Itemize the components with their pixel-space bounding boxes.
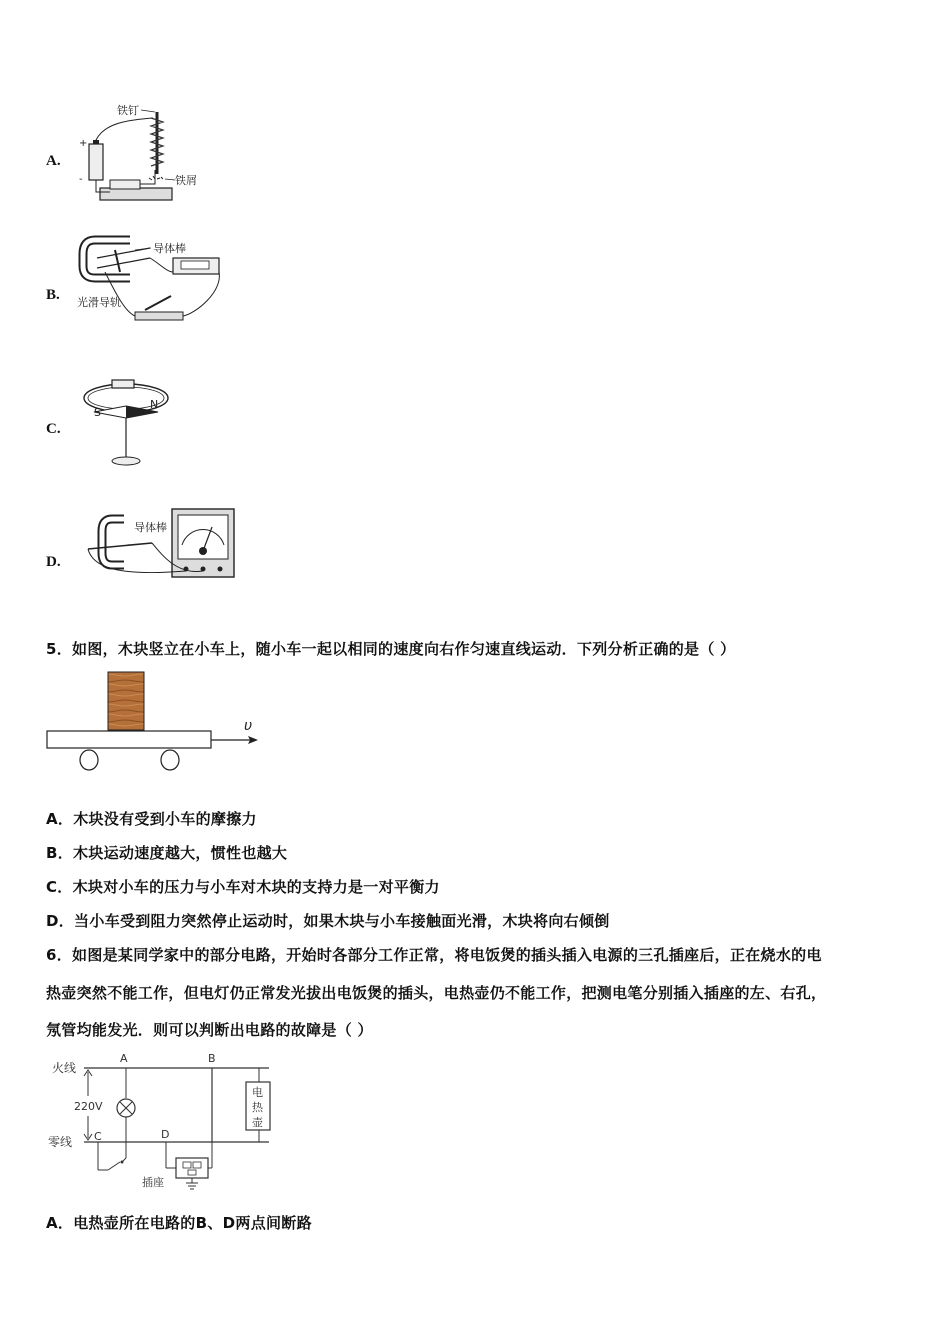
rod-label: 导体棒 (153, 242, 186, 255)
neutral-label: 零线 (48, 1135, 73, 1149)
q5-option-b: B．木块运动速度越大，惯性也越大 (46, 844, 288, 862)
q5-option-d: D．当小车受到阻力突然停止运动时，如果木块与小车接触面光滑，木块将向右倾倒 (46, 912, 610, 930)
filings-label: 铁屑 (175, 174, 197, 187)
minus-label: - (79, 174, 83, 185)
option-d-figure (82, 505, 242, 585)
point-d-label: D (161, 1128, 170, 1141)
q6-stem-line-3: 氖管均能发光．则可以判断出电路的故障是（ ） (46, 1021, 373, 1039)
option-b-figure (75, 232, 225, 327)
kettle-char-1: 电 (252, 1086, 263, 1099)
voltage-label: 220V (74, 1100, 103, 1113)
rail-label: 光滑导轨 (77, 296, 121, 309)
option-a-figure (75, 100, 210, 208)
option-a-letter: A. (46, 153, 61, 169)
point-a-label: A (120, 1052, 128, 1065)
cart-body (47, 731, 211, 748)
q5-figure (44, 668, 264, 774)
plus-label: + (79, 138, 88, 149)
kettle-char-2: 热 (252, 1101, 263, 1114)
point-b-label: B (208, 1052, 216, 1065)
q5-option-a: A．木块没有受到小车的摩擦力 (46, 810, 257, 828)
point-c-label: C (94, 1130, 102, 1143)
q5-stem: 5．如图，木块竖立在小车上，随小车一起以相同的速度向右作匀速直线运动．下列分析正确的是（ ） (46, 640, 736, 658)
rod-d-label: 导体棒 (134, 521, 167, 534)
south-label: S (94, 406, 101, 419)
nail-label: 铁钉 (117, 104, 139, 117)
option-b-letter: B. (46, 287, 60, 303)
north-label: N (150, 398, 159, 411)
q6-stem-line-1: 6．如图是某同学家中的部分电路，开始时各部分工作正常，将电饭煲的插头插入电源的三孔插座后，正在烧水的电 (46, 946, 822, 964)
velocity-label: υ (244, 718, 253, 734)
option-c-figure (78, 368, 178, 470)
q6-option-a: A．电热壶所在电路的B、D两点间断路 (46, 1214, 312, 1232)
cart-wheel-left (80, 750, 98, 770)
wood-block (108, 672, 144, 730)
q6-stem-line-2: 热壶突然不能工作，但电灯仍正常发光拔出电饭煲的插头，电热壶仍不能工作，把测电笔分别插入插座的左、右孔， (46, 984, 827, 1002)
kettle-char-3: 壶 (252, 1116, 263, 1129)
socket-label: 插座 (142, 1176, 164, 1189)
option-d-letter: D. (46, 554, 61, 570)
live-label: 火线 (52, 1061, 77, 1075)
q5-option-c: C．木块对小车的压力与小车对木块的支持力是一对平衡力 (46, 878, 440, 896)
q6-circuit-figure (44, 1050, 284, 1190)
cart-wheel-right (161, 750, 179, 770)
option-c-letter: C. (46, 421, 61, 437)
